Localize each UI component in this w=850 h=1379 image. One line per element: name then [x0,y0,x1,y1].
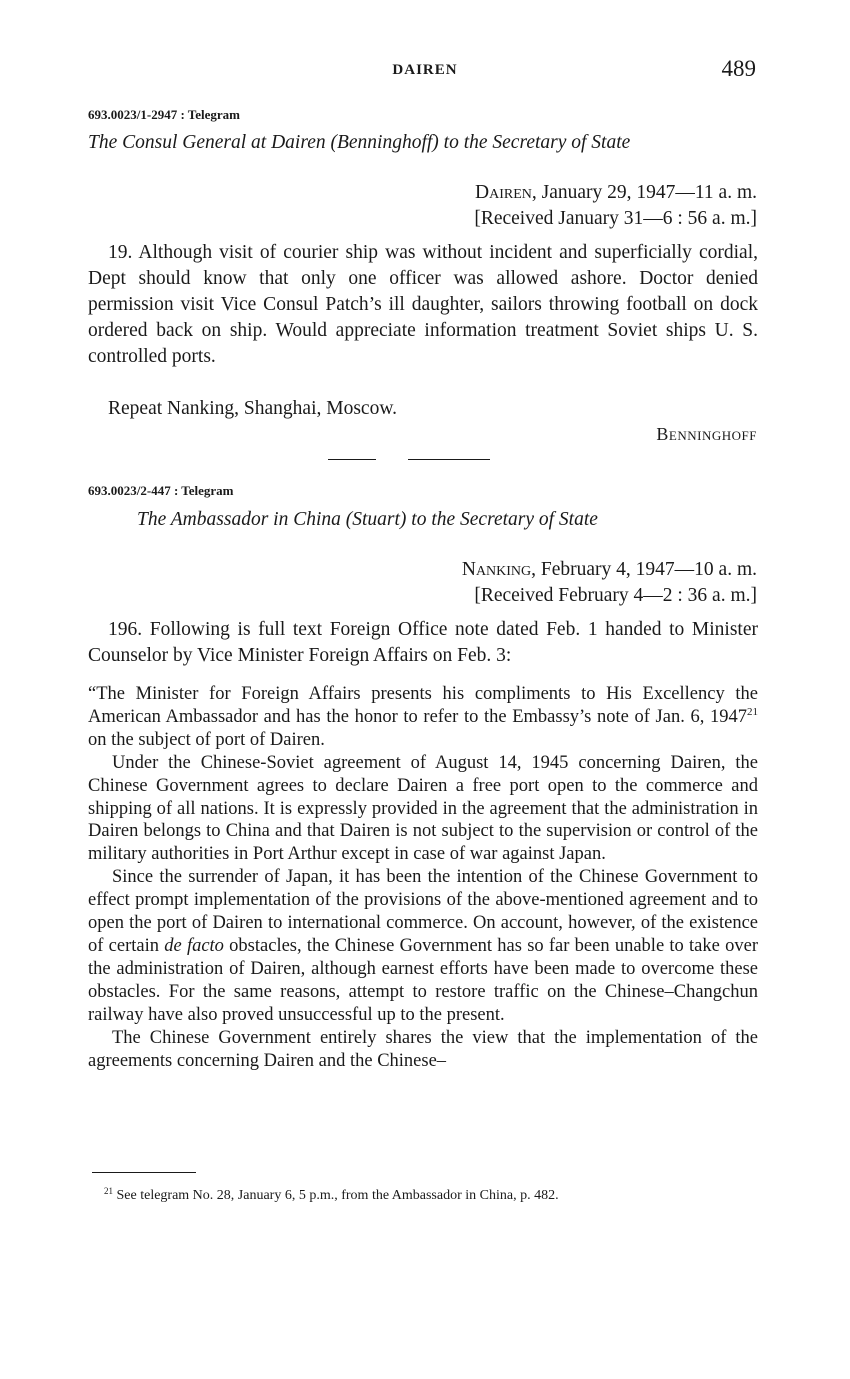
signature: Benninghoff [656,424,757,444]
quoted-note [88,683,758,1072]
footnote-number: 21 [104,1186,113,1196]
telegram-body-paragraph: 19. Although visit of courier ship was without incident and superficially cordial, Dept should know that only one officer was allowed ashore. Doctor denied permission visit Vice Consul Patch’s ill daughter, sailors throwing football on dock ordered back on ship. Would appreciate information treatment Soviet ships U. S. controlled ports. [88,242,758,367]
file-reference: 693.0023/2-447 : Telegram [88,483,234,498]
quote-paragraph: The Chinese Government entirely shares the view that the implementation of the agreements concerning Dairen and the Chinese– [88,1027,758,1071]
dateline-date: , January 29, 1947—11 a. m. [531,182,757,203]
dateline [462,557,757,583]
quote-text: The Minister for Foreign Affairs presents his compliments to His Excellency the American Ambassador and has the honor to refer to the Embassy’s note of Jan. 6, 1947 [88,684,758,727]
received-line: [Received January 31—6 : 56 a. m.] [474,208,757,229]
dateline [475,180,757,206]
document-heading: The Consul General at Dairen (Benninghoff) to the Secretary of State [88,132,631,153]
quote-paragraph [88,683,758,752]
page-number: 489 [721,56,756,81]
received-line: [Received February 4—2 : 36 a. m.] [474,585,757,606]
dateline-place: Dairen [475,182,532,203]
quote-text: Since the surrender of Japan, it has been the intention of the Chinese Government to effect prompt implementation of the provisions of the above-mentioned agreement and to open the port of Dairen to international commerce. On account, however, of the existence of certain [88,867,758,956]
telegram-intro-paragraph: 196. Following is full text Foreign Office note dated Feb. 1 handed to Minister Counselor by Vice Minister Foreign Affairs on Feb. 3: [88,619,758,666]
separator-rule-long [408,459,490,460]
quote-text: on the subject of port of Dairen. [88,729,325,750]
footnote [104,1186,559,1204]
quote-text: obstacles, the Chinese Government has so far been unable to take over the administration of Dairen, although earnest efforts have been made to overcome these obstacles. For the same reasons, attempt to restore traffic on the Chinese–Changchun railway have also proved unsuccessful up to the present. [88,935,758,1025]
dateline-place: Nanking [461,559,532,580]
telegram-body-paragraph: Repeat Nanking, Shanghai, Moscow. [108,398,398,419]
running-head: DAIREN [392,62,458,78]
dateline-date: , February 4, 1947—10 a. m. [531,559,757,580]
quote-paragraph [88,866,758,1026]
footnote-text: See telegram No. 28, January 6, 5 p.m., from the Ambassador in China, p. 482. [113,1188,559,1203]
footnote-reference: 21 [747,705,758,718]
footnote-rule [92,1172,196,1173]
document-heading: The Ambassador in China (Stuart) to the Secretary of State [137,509,598,530]
file-reference: 693.0023/1-2947 : Telegram [88,107,241,122]
quote-paragraph: Under the Chinese-Soviet agreement of August 14, 1945 concerning Dairen, the Chinese Government agrees to declare Dairen a free port open to the commerce and shipping of all nations. It is expressly provided in the agreement that the administration in Dairen belongs to China and that Dairen is not subject to the supervision or control of the military authorities in Port Arthur except in case of war against Japan. [88,752,758,865]
separator-rule-short [328,459,376,460]
quote-emphasis: de facto [164,935,224,956]
